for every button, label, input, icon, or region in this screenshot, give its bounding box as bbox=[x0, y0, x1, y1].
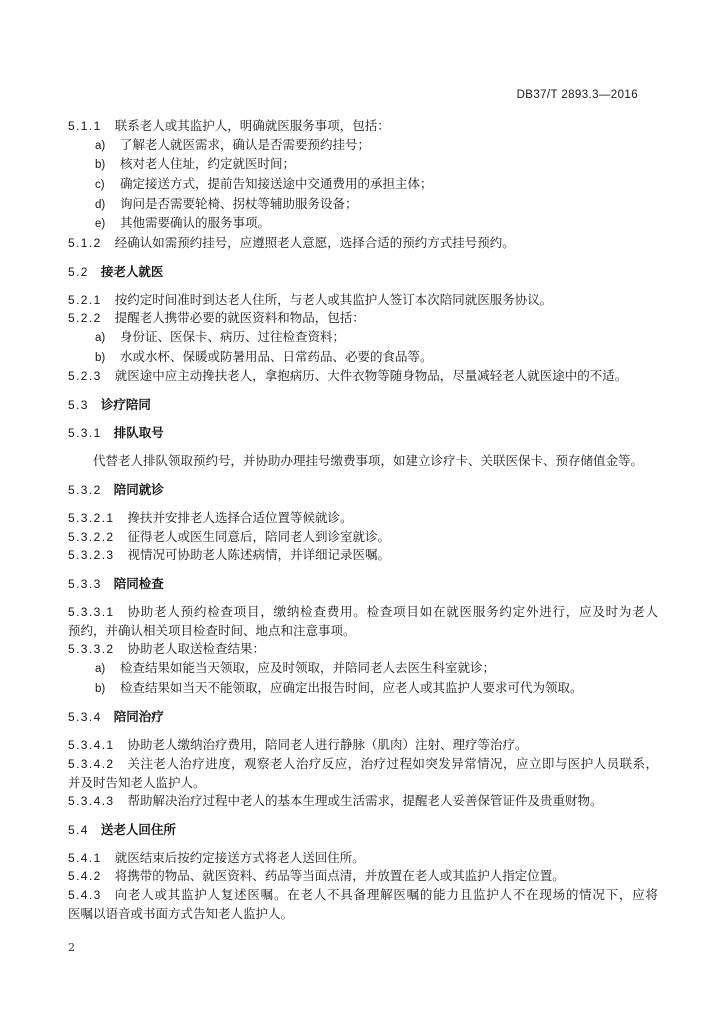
clause-text: 协助老人缴纳治疗费用，陪同老人进行静脉（肌肉）注射、理疗等治疗。 bbox=[127, 737, 528, 753]
list-item-label: b) bbox=[95, 351, 106, 364]
list-item-text: 询问是否需要轮椅、拐杖等辅助服务设备； bbox=[120, 195, 358, 211]
paragraph: 代替老人排队领取预约号，并协助办理挂号缴费事项，如建立诊疗卡、关联医保卡、预存储值金等。 bbox=[93, 453, 644, 469]
clause bbox=[68, 546, 658, 565]
document-body bbox=[68, 117, 658, 923]
clause bbox=[68, 792, 658, 811]
heading-number: 5.3.4 bbox=[68, 710, 102, 725]
clause-text: 搀扶并安排老人选择合适位置等候就诊。 bbox=[127, 510, 353, 526]
list-item-label: b) bbox=[95, 159, 106, 172]
list-item bbox=[68, 659, 658, 679]
clause-number: 5.3.3.1 bbox=[68, 604, 115, 619]
list-item-label: e) bbox=[95, 218, 106, 231]
clause bbox=[68, 603, 658, 640]
clause-number: 5.3.4.3 bbox=[68, 794, 115, 809]
clause-text: 协助老人取送检查结果： bbox=[127, 641, 266, 657]
clause-number: 5.1.1 bbox=[68, 119, 102, 133]
list-item-text: 了解老人就医需求，确认是否需要预约挂号； bbox=[120, 136, 371, 152]
subsection-heading bbox=[68, 481, 658, 500]
list-item-text: 核对老人住址，约定就医时间； bbox=[120, 156, 296, 172]
clause-text-continuation: 医嘱以语音或书面方式告知老人监护人。 bbox=[68, 905, 294, 921]
list-item-label: a) bbox=[95, 139, 106, 152]
heading-title: 送老人回住所 bbox=[100, 821, 176, 837]
clause bbox=[68, 886, 658, 923]
list-item-text: 水或水杯、保暖或防暑用品、日常药品、必要的食品等。 bbox=[120, 348, 433, 364]
list-item-label: a) bbox=[95, 331, 106, 344]
clause-number: 5.4.2 bbox=[68, 869, 102, 884]
clause-text: 按约定时间准时到达老人住所，与老人或其监护人签订本次陪同就医服务协议。 bbox=[114, 291, 553, 307]
heading-number: 5.3 bbox=[68, 397, 89, 412]
list-item bbox=[68, 195, 658, 215]
clause bbox=[68, 309, 658, 328]
subsection-heading bbox=[68, 424, 658, 443]
clause-text: 视情况可协助老人陈述病情，并详细记录医嘱。 bbox=[127, 547, 391, 563]
list-item-label: d) bbox=[95, 198, 106, 211]
clause bbox=[68, 755, 658, 792]
heading-title: 排队取号 bbox=[113, 425, 164, 441]
heading-title: 陪同治疗 bbox=[113, 709, 164, 725]
clause-text: 关注老人治疗进度，观察老人治疗反应，治疗过程如突发异常情况，应立即与医护人员联系， bbox=[127, 755, 658, 771]
clause-text: 协助老人预约检查项目，缴纳检查费用。检查项目如在就医服务约定外进行，应及时为老人 bbox=[127, 603, 658, 619]
heading-title: 陪同就诊 bbox=[113, 482, 164, 498]
clause bbox=[68, 117, 658, 136]
heading-title: 陪同检查 bbox=[113, 576, 164, 592]
clause-text: 征得老人或医生同意后，陪同老人到诊室就诊。 bbox=[127, 528, 391, 544]
list-item bbox=[68, 348, 658, 368]
list-item bbox=[68, 136, 658, 156]
list-item-label: c) bbox=[95, 178, 105, 191]
clause-number: 5.4.3 bbox=[68, 888, 102, 903]
clause-number: 5.3.4.1 bbox=[68, 738, 115, 753]
list-item-label: a) bbox=[95, 662, 106, 675]
clause bbox=[68, 736, 658, 755]
clause-text: 经确认如需预约挂号，应遵照老人意愿，选择合适的预约方式挂号预约。 bbox=[114, 234, 515, 250]
heading-number: 5.2 bbox=[68, 264, 89, 279]
list-item bbox=[68, 328, 658, 348]
clause-text: 联系老人或其监护人，明确就医服务事项，包括： bbox=[114, 118, 390, 133]
heading-title: 接老人就医 bbox=[100, 263, 164, 279]
clause-number: 5.3.3.2 bbox=[68, 642, 115, 657]
clause-text: 提醒老人携带必要的就医资料和物品，包括： bbox=[114, 310, 365, 326]
heading-number: 5.3.1 bbox=[68, 426, 102, 441]
list-item-label: b) bbox=[95, 682, 106, 695]
clause-text: 向老人或其监护人复述医嘱。在老人不具备理解医嘱的能力且监护人不在现场的情况下，应将 bbox=[114, 887, 658, 903]
clause bbox=[68, 528, 658, 547]
clause-number: 5.2.3 bbox=[68, 369, 102, 384]
clause-number: 5.2.2 bbox=[68, 311, 102, 326]
list-item-text: 检查结果如当天不能领取，应确定出报告时间，应老人或其监护人要求可代为领取。 bbox=[120, 679, 583, 695]
clause-number: 5.4.1 bbox=[68, 850, 102, 865]
clause-text-continuation: 预约，并确认相关项目检查时间、地点和注意事项。 bbox=[68, 622, 356, 638]
clause-text: 帮助解决治疗过程中老人的基本生理或生活需求，提醒老人妥善保管证件及贵重财物。 bbox=[127, 793, 603, 809]
clause bbox=[68, 849, 658, 868]
clause-text: 就医结束后按约定接送方式将老人送回住所。 bbox=[114, 849, 365, 865]
list-item bbox=[68, 175, 658, 195]
page-number: 2 bbox=[68, 941, 75, 954]
list-item-text: 身份证、医保卡、病历、过往检查资料； bbox=[120, 328, 346, 344]
clause bbox=[68, 367, 658, 386]
clause-text-continuation: 并及时告知老人监护人。 bbox=[68, 774, 206, 790]
clause-text: 就医途中应主动搀扶老人，拿抱病历、大件衣物等随身物品，尽量减轻老人就医途中的不适。 bbox=[114, 368, 628, 384]
clause bbox=[68, 867, 658, 886]
clause-number: 5.3.2.2 bbox=[68, 529, 115, 544]
clause-text: 将携带的物品、就医资料、药品等当面点清，并放置在老人或其监护人指定位置。 bbox=[114, 868, 565, 884]
list-item-text: 检查结果如能当天领取，应及时领取，并陪同老人去医生科室就诊； bbox=[120, 659, 496, 675]
heading-number: 5.3.3 bbox=[68, 577, 102, 592]
clause bbox=[68, 234, 658, 253]
section-heading bbox=[68, 263, 658, 282]
section-heading bbox=[68, 821, 658, 840]
subsection-heading bbox=[68, 708, 658, 727]
heading-number: 5.3.2 bbox=[68, 483, 102, 498]
section-heading bbox=[68, 396, 658, 415]
standard-code-header: DB37/T 2893.3—2016 bbox=[516, 89, 638, 101]
clause bbox=[68, 291, 658, 310]
clause-number: 5.2.1 bbox=[68, 292, 102, 307]
heading-number: 5.4 bbox=[68, 822, 89, 837]
list-item-text: 其他需要确认的服务事项。 bbox=[120, 215, 271, 231]
clause-number: 5.3.2.3 bbox=[68, 548, 115, 563]
list-item-text: 确定接送方式，提前告知接送途中交通费用的承担主体； bbox=[120, 175, 433, 191]
clause-number: 5.3.2.1 bbox=[68, 511, 115, 526]
heading-title: 诊疗陪同 bbox=[100, 396, 151, 412]
clause-number: 5.3.4.2 bbox=[68, 756, 115, 771]
list-item bbox=[68, 679, 658, 699]
clause-number: 5.1.2 bbox=[68, 235, 102, 250]
list-item bbox=[68, 214, 658, 234]
clause bbox=[68, 509, 658, 528]
clause bbox=[68, 640, 658, 659]
subsection-heading bbox=[68, 575, 658, 594]
list-item bbox=[68, 155, 658, 175]
